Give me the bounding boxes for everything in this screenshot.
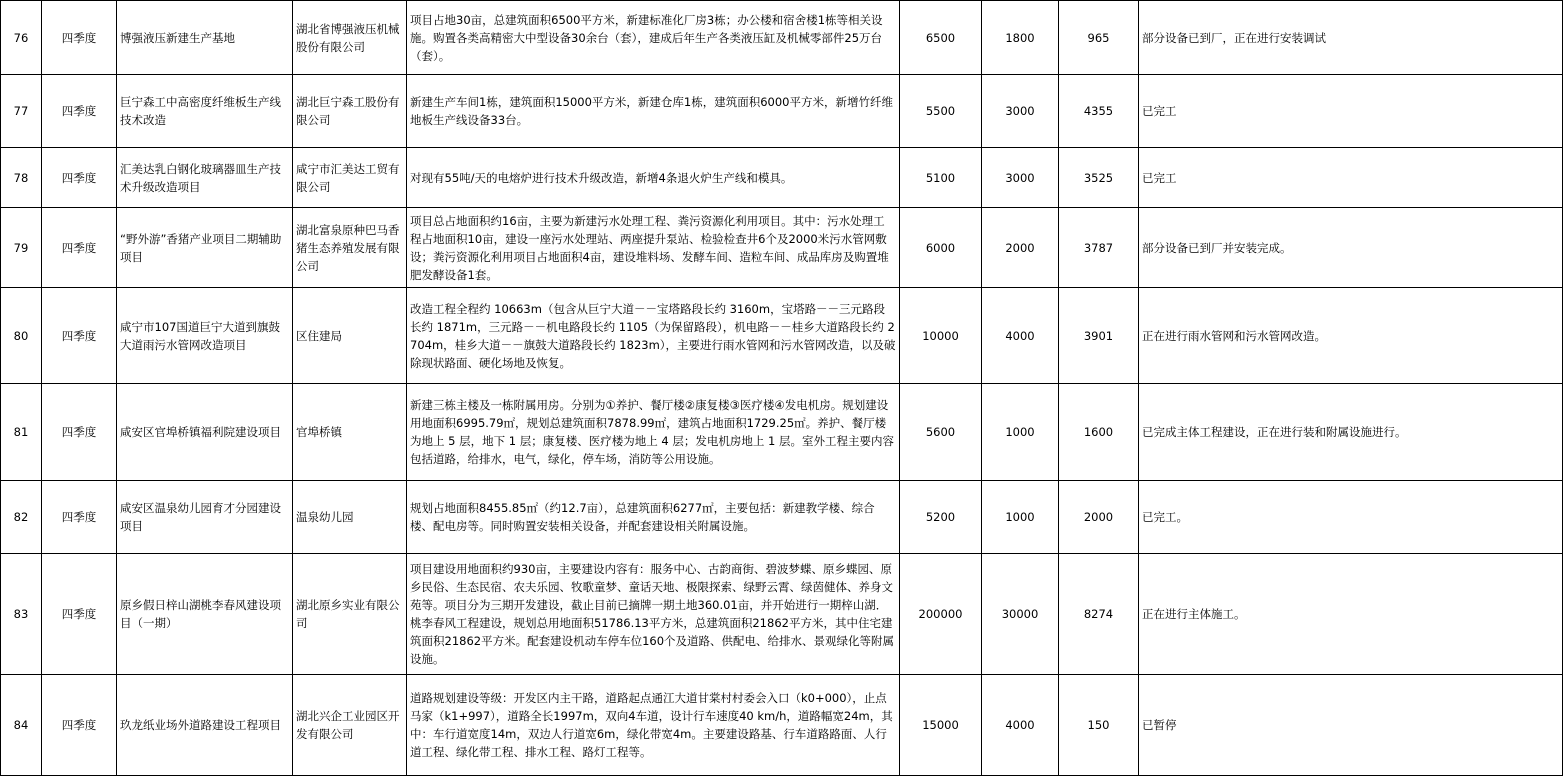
total-investment-cell: 5500	[900, 75, 982, 148]
completed-cell: 965	[1059, 1, 1139, 75]
project-name-cell: 咸安区官埠桥镇福利院建设项目	[117, 384, 293, 481]
content-cell: 新建三栋主楼及一栋附属用房。分别为①养护、餐厅楼②康复楼③医疗楼④发电机房。规划建设用地面积6995.79㎡，规划总建筑面积7878.99㎡，建筑占地面积1729.25㎡。养护、餐厅楼为地上 5 层，地下 1 层；康复楼、医疗楼为地上 4 层；发电机房地上 1 层。室外工程主要内容包括道路，给排水，电气，绿化，停车场，消防等公用设施。	[407, 384, 900, 481]
progress-cell: 部分设备已到厂，正在进行安装调试	[1139, 1, 1563, 75]
project-name-cell: 咸宁市107国道巨宁大道到旗鼓大道雨污水管网改造项目	[117, 288, 293, 384]
project-name-cell: 汇美达乳白钢化玻璃器皿生产技术升级改造项目	[117, 148, 293, 208]
progress-cell: 已暂停	[1139, 675, 1563, 776]
company-cell: 湖北原乡实业有限公司	[293, 554, 407, 675]
year-plan-cell: 1000	[982, 384, 1059, 481]
completed-cell: 3901	[1059, 288, 1139, 384]
quarter-cell: 四季度	[42, 384, 117, 481]
row-number: 77	[1, 75, 42, 148]
table-row	[1, 481, 1563, 554]
total-investment-cell: 5200	[900, 481, 982, 554]
table-row	[1, 1, 1563, 75]
content-cell: 规划占地面积8455.85㎡（约12.7亩），总建筑面积6277㎡，主要包括：新建教学楼、综合楼、配电房等。同时购置安装相关设备，并配套建设相关附属设施。	[407, 481, 900, 554]
table-row	[1, 554, 1563, 675]
company-cell: 湖北巨宁森工股份有限公司	[293, 75, 407, 148]
table-row	[1, 75, 1563, 148]
completed-cell: 2000	[1059, 481, 1139, 554]
year-plan-cell: 1800	[982, 1, 1059, 75]
year-plan-cell: 3000	[982, 148, 1059, 208]
quarter-cell: 四季度	[42, 288, 117, 384]
content-cell: 项目占地30亩，总建筑面积6500平方米，新建标准化厂房3栋；办公楼和宿舍楼1栋等相关设施。购置各类高精密大中型设备30余台（套），建成后年生产各类液压缸及机械零部件25万台（套）。	[407, 1, 900, 75]
quarter-cell: 四季度	[42, 75, 117, 148]
row-number: 76	[1, 1, 42, 75]
quarter-cell: 四季度	[42, 554, 117, 675]
project-name-cell: “野外游”香猪产业项目二期辅助项目	[117, 208, 293, 288]
total-investment-cell: 5600	[900, 384, 982, 481]
row-number: 83	[1, 554, 42, 675]
progress-cell: 正在进行主体施工。	[1139, 554, 1563, 675]
completed-cell: 3525	[1059, 148, 1139, 208]
quarter-cell: 四季度	[42, 481, 117, 554]
progress-cell: 已完工	[1139, 75, 1563, 148]
table-body	[1, 1, 1563, 776]
progress-cell: 部分设备已到厂并安装完成。	[1139, 208, 1563, 288]
company-cell: 湖北省博强液压机械股份有限公司	[293, 1, 407, 75]
content-cell: 道路规划建设等级：开发区内主干路，道路起点通江大道甘棠村村委会入口（k0+000），止点马家（k1+997），道路全长1997m，双向4车道，设计行车速度40 km/h，道路幅宽24m，其中：车行道宽度14m，双边人行道宽6m，绿化带宽4m。主要建设路基、行车道路路面、人行道工程、绿化带工程、排水工程、路灯工程等。	[407, 675, 900, 776]
company-cell: 官埠桥镇	[293, 384, 407, 481]
total-investment-cell: 200000	[900, 554, 982, 675]
year-plan-cell: 3000	[982, 75, 1059, 148]
table-row	[1, 288, 1563, 384]
completed-cell: 3787	[1059, 208, 1139, 288]
project-name-cell: 巨宁森工中高密度纤维板生产线技术改造	[117, 75, 293, 148]
year-plan-cell: 4000	[982, 288, 1059, 384]
row-number: 79	[1, 208, 42, 288]
progress-cell: 正在进行雨水管网和污水管网改造。	[1139, 288, 1563, 384]
total-investment-cell: 10000	[900, 288, 982, 384]
year-plan-cell: 4000	[982, 675, 1059, 776]
table-row	[1, 384, 1563, 481]
content-cell: 对现有55吨/天的电熔炉进行技术升级改造，新增4条退火炉生产线和模具。	[407, 148, 900, 208]
project-name-cell: 博强液压新建生产基地	[117, 1, 293, 75]
row-number: 81	[1, 384, 42, 481]
table-row	[1, 675, 1563, 776]
company-cell: 咸宁市汇美达工贸有限公司	[293, 148, 407, 208]
progress-cell: 已完工。	[1139, 481, 1563, 554]
company-cell: 区住建局	[293, 288, 407, 384]
company-cell: 湖北富泉原种巴马香猪生态养殖发展有限公司	[293, 208, 407, 288]
company-cell: 温泉幼儿园	[293, 481, 407, 554]
year-plan-cell: 1000	[982, 481, 1059, 554]
progress-cell: 已完成主体工程建设，正在进行装和附属设施进行。	[1139, 384, 1563, 481]
table-row	[1, 148, 1563, 208]
content-cell: 新建生产车间1栋，建筑面积15000平方米，新建仓库1栋，建筑面积6000平方米，新增竹纤维地板生产线设备33台。	[407, 75, 900, 148]
completed-cell: 4355	[1059, 75, 1139, 148]
quarter-cell: 四季度	[42, 1, 117, 75]
row-number: 78	[1, 148, 42, 208]
content-cell: 项目建设用地面积约930亩，主要建设内容有：服务中心、古韵商街、碧波梦蝶、原乡蝶园、原乡民俗、生态民宿、农夫乐园、牧歌童梦、童话天地、极限探索、绿野云霄、绿茵健体、养身文苑等。项目分为三期开发建设，截止目前已摘牌一期土地360.01亩，并开始进行一期梓山湖．桃李春风工程建设，规划总用地面积51786.13平方米，总建筑面积21862平方米，其中住宅建筑面积21862平方米。配套建设机动车停车位160个及道路、供配电、给排水、景观绿化等附属设施。	[407, 554, 900, 675]
quarter-cell: 四季度	[42, 675, 117, 776]
completed-cell: 150	[1059, 675, 1139, 776]
quarter-cell: 四季度	[42, 148, 117, 208]
table-row	[1, 208, 1563, 288]
content-cell: 改造工程全程约 10663m（包含从巨宁大道－－宝塔路段长约 3160m，宝塔路－－三元路段长约 1871m，三元路－－机电路段长约 1105（为保留路段），机电路－－桂乡大道路段长约 2704m，桂乡大道－－旗鼓大道路段长约 1823m），主要进行雨水管网和污水管网改造，以及破除现状路面、硬化场地及恢复。	[407, 288, 900, 384]
project-name-cell: 咸安区温泉幼儿园育才分园建设项目	[117, 481, 293, 554]
quarter-cell: 四季度	[42, 208, 117, 288]
row-number: 82	[1, 481, 42, 554]
completed-cell: 8274	[1059, 554, 1139, 675]
project-name-cell: 原乡假日梓山湖桃李春风建设项目（一期）	[117, 554, 293, 675]
progress-cell: 已完工	[1139, 148, 1563, 208]
total-investment-cell: 6000	[900, 208, 982, 288]
year-plan-cell: 30000	[982, 554, 1059, 675]
total-investment-cell: 6500	[900, 1, 982, 75]
content-cell: 项目总占地面积约16亩，主要为新建污水处理工程、粪污资源化利用项目。其中：污水处理工程占地面积10亩，建设一座污水处理站、两座提升泵站、检验检查井6个及2000米污水管网敷设；粪污资源化利用项目占地面积4亩，建设堆料场、发酵车间、造粒车间、成品库房及购置堆肥发酵设备1套。	[407, 208, 900, 288]
year-plan-cell: 2000	[982, 208, 1059, 288]
completed-cell: 1600	[1059, 384, 1139, 481]
company-cell: 湖北兴企工业园区开发有限公司	[293, 675, 407, 776]
total-investment-cell: 15000	[900, 675, 982, 776]
project-name-cell: 玖龙纸业场外道路建设工程项目	[117, 675, 293, 776]
row-number: 80	[1, 288, 42, 384]
row-number: 84	[1, 675, 42, 776]
total-investment-cell: 5100	[900, 148, 982, 208]
